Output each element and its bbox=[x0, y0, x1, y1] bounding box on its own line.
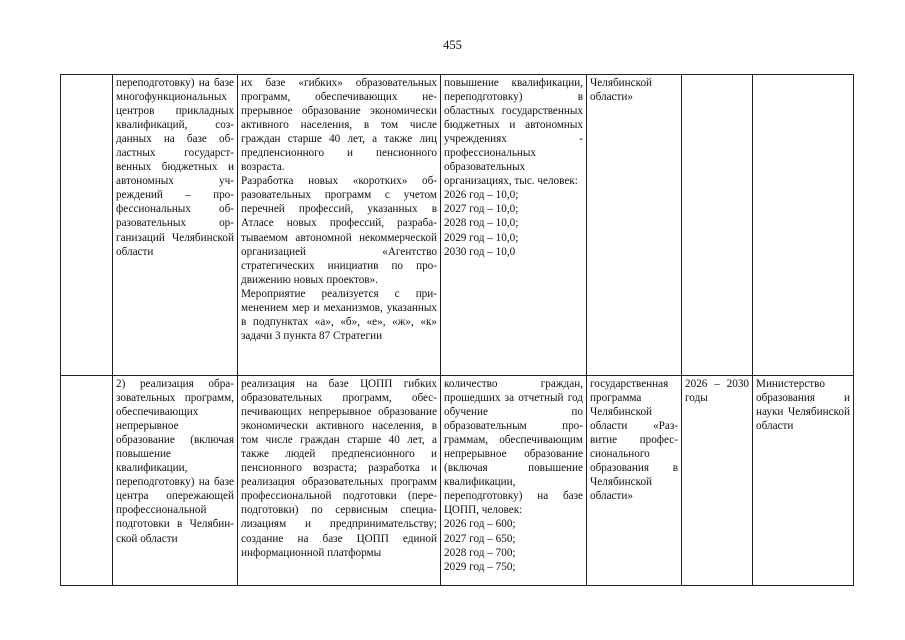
responsible-cell bbox=[753, 75, 854, 376]
row-number-cell bbox=[61, 376, 113, 586]
program-table bbox=[60, 74, 854, 586]
program-cell: Челябинской области» bbox=[587, 75, 682, 376]
activity-cell bbox=[238, 75, 441, 376]
indicator-year: 2029 год – 750; bbox=[444, 560, 516, 573]
page-number: 455 bbox=[443, 38, 462, 52]
activity-paragraph: Мероприятие реализуется с применением мер и механизмов, указанных в подпунктах «а», «б», «е», «ж», «к» задачи 3 пункта 87 Стратегии bbox=[241, 287, 437, 342]
period-cell: 2026 – 2030 годы bbox=[682, 376, 753, 586]
indicator-year: 2026 год – 600; bbox=[444, 518, 516, 531]
task-cell: переподготовку) на базе многофункциональных центров прикладных квалификаций, созданных на базе областных государственных бюджетных и автономных учреждений – профессиональных образовательных организаций Челябинской области bbox=[113, 75, 238, 376]
indicator-year: 2030 год – 10,0 bbox=[444, 245, 516, 258]
indicator-year: 2029 год – 10,0; bbox=[444, 231, 519, 244]
task-cell: 2) реализация образовательных программ, обеспечивающих непрерывное образование (включая повышение квалификации, переподготовку) на базе центра опережающей профессиональной подготовки в Челябинской области bbox=[113, 376, 238, 586]
indicator-year: 2027 год – 10,0; bbox=[444, 203, 519, 216]
indicator-text: количество граждан, прошедших за отчетный год обучение по образовательным программам, обеспечивающим непрерывное образование (включая повышение квалификации, переподготовку) на базе ЦОПП, человек: bbox=[444, 378, 583, 517]
activity-cell: реализация на базе ЦОПП гибких образовательных программ, обеспечивающих непрерывное образование экономически активного населения, в том числе граждан старше 40 лет, а также людей предпенсионного и пенсионного возраста; разработка и реализация образовательных программ профессиональной подготовки (переподготовки) по сервисным специализациям и предпринимательству; создание на базе ЦОПП единой информационной платформы bbox=[238, 376, 441, 586]
indicator-text: повышение квалификации, переподготовку) в областных государственных бюджетных и автономных учреждениях - профессиональных образовательных организациях, тыс. человек: bbox=[444, 77, 583, 188]
indicator-cell bbox=[441, 376, 587, 586]
indicator-year: 2028 год – 10,0; bbox=[444, 217, 519, 230]
responsible-cell: Министерство образования и науки Челябинской области bbox=[753, 376, 854, 586]
program-cell: государственная программа Челябинской области «Развитие профессионального образования в Челябинской области» bbox=[587, 376, 682, 586]
indicator-year: 2026 год – 10,0; bbox=[444, 189, 519, 202]
table-row bbox=[61, 75, 854, 376]
indicator-year: 2027 год – 650; bbox=[444, 532, 516, 545]
activity-paragraph: Разработка новых «коротких» образовательных программ с учетом перечней профессий, указанных в Атласе новых профессий, разрабатываемом автономной некоммерческой организацией «Агентство стратегических инициатив по продвижению новых проектов». bbox=[241, 175, 437, 286]
indicator-year: 2028 год – 700; bbox=[444, 546, 516, 559]
row-number-cell bbox=[61, 75, 113, 376]
table-row bbox=[61, 376, 854, 586]
activity-paragraph: их базе «гибких» образовательных программ, обеспечивающих непрерывное образование экономически активного населения, в том числе граждан старше 40 лет, а также лиц предпенсионного и пенсионного возраста. bbox=[241, 77, 437, 174]
indicator-cell bbox=[441, 75, 587, 376]
period-cell bbox=[682, 75, 753, 376]
